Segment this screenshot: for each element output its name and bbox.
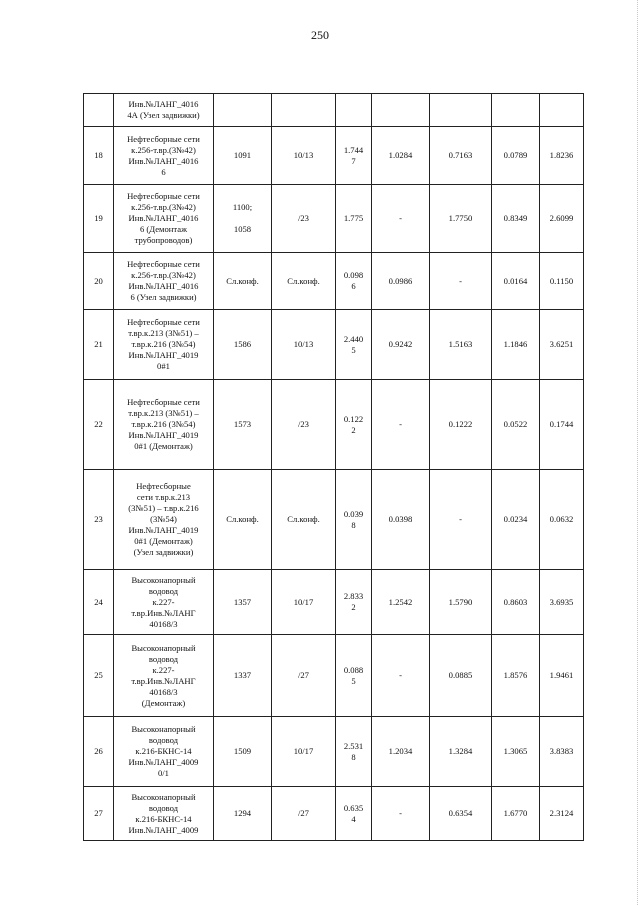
cell-value-sum: 1.8236: [540, 127, 584, 185]
cell-row-number: 19: [84, 185, 114, 253]
cell-length: 1091: [214, 127, 272, 185]
cell-value-total: 0.098 6: [336, 253, 372, 310]
page-number: 250: [311, 28, 329, 42]
cell-value-a: -: [372, 787, 430, 841]
cell-length: 1573: [214, 380, 272, 470]
cell-pipe-type: /27: [272, 635, 336, 717]
cell-length: 1294: [214, 787, 272, 841]
cell-value-total: 0.122 2: [336, 380, 372, 470]
cell-value-a: 0.0398: [372, 470, 430, 570]
cell-value-sum: 0.1150: [540, 253, 584, 310]
cell-value-c: 0.0164: [492, 253, 540, 310]
cell-object-name: Нефтесборные сети т.вр.к.213 (3№51) – т.вр.к.216 (3№54) Инв.№ЛАНГ_4019 0#1 (Демонтаж) (Узел задвижки): [114, 470, 214, 570]
cell-object-name: Нефтесборные сети к.256-т.вр.(3№42) Инв.№ЛАНГ_4016 6: [114, 127, 214, 185]
cell-value-sum: 2.3124: [540, 787, 584, 841]
cell-value-total: 0.635 4: [336, 787, 372, 841]
cell-pipe-type: Сл.конф.: [272, 253, 336, 310]
table-row: [84, 717, 584, 787]
cell-row-number: 22: [84, 380, 114, 470]
cell-value-sum: 3.8383: [540, 717, 584, 787]
cell-value-b: -: [430, 253, 492, 310]
cell-value-a: -: [372, 185, 430, 253]
table-row: [84, 787, 584, 841]
cell-value-c: 0.8349: [492, 185, 540, 253]
cell-value-b: -: [430, 470, 492, 570]
cell-value-a: 1.2542: [372, 570, 430, 635]
cell-value-a: -: [372, 380, 430, 470]
cell-pipe-type: Сл.конф.: [272, 470, 336, 570]
cell-value-sum: 0.0632: [540, 470, 584, 570]
cell-length: Сл.конф.: [214, 253, 272, 310]
cell-object-name: Нефтесборные сети т.вр.к.213 (3№51) – т.вр.к.216 (3№54) Инв.№ЛАНГ_4019 0#1: [114, 310, 214, 380]
cell-row-number: [84, 94, 114, 127]
cell-value-a: 1.2034: [372, 717, 430, 787]
cell-pipe-type: 10/17: [272, 717, 336, 787]
cell-value-sum: 2.6099: [540, 185, 584, 253]
cell-value-total: 2.440 5: [336, 310, 372, 380]
cell-pipe-type: /23: [272, 380, 336, 470]
cell-value-b: 1.5790: [430, 570, 492, 635]
cell-value-c: 0.0789: [492, 127, 540, 185]
cell-value-c: 1.6770: [492, 787, 540, 841]
table-row: [84, 127, 584, 185]
cell-value-b: 1.7750: [430, 185, 492, 253]
cell-length: Сл.конф.: [214, 470, 272, 570]
data-table: [83, 93, 584, 841]
cell-length: 1586: [214, 310, 272, 380]
cell-value-b: 0.0885: [430, 635, 492, 717]
cell-length: 1337: [214, 635, 272, 717]
table-row: [84, 570, 584, 635]
cell-row-number: 26: [84, 717, 114, 787]
cell-value-c: 1.1846: [492, 310, 540, 380]
cell-value-total: [336, 94, 372, 127]
cell-row-number: 18: [84, 127, 114, 185]
cell-value-sum: 3.6935: [540, 570, 584, 635]
cell-value-c: 0.0522: [492, 380, 540, 470]
cell-row-number: 24: [84, 570, 114, 635]
cell-length: 1357: [214, 570, 272, 635]
cell-value-total: 2.531 8: [336, 717, 372, 787]
cell-value-total: 1.744 7: [336, 127, 372, 185]
cell-length: [214, 94, 272, 127]
cell-value-sum: [540, 94, 584, 127]
cell-value-total: 0.088 5: [336, 635, 372, 717]
cell-row-number: 27: [84, 787, 114, 841]
cell-value-a: 0.9242: [372, 310, 430, 380]
cell-value-b: 0.7163: [430, 127, 492, 185]
cell-value-b: 0.1222: [430, 380, 492, 470]
cell-value-sum: 3.6251: [540, 310, 584, 380]
cell-pipe-type: 10/17: [272, 570, 336, 635]
cell-value-total: 2.833 2: [336, 570, 372, 635]
cell-value-a: -: [372, 635, 430, 717]
table-row: [84, 635, 584, 717]
cell-length: 1509: [214, 717, 272, 787]
cell-value-a: [372, 94, 430, 127]
cell-row-number: 23: [84, 470, 114, 570]
cell-value-c: 0.8603: [492, 570, 540, 635]
cell-value-b: 1.5163: [430, 310, 492, 380]
table-row: [84, 185, 584, 253]
cell-pipe-type: 10/13: [272, 310, 336, 380]
cell-value-sum: 0.1744: [540, 380, 584, 470]
table-row: [84, 470, 584, 570]
cell-row-number: 20: [84, 253, 114, 310]
cell-pipe-type: /27: [272, 787, 336, 841]
cell-value-b: 1.3284: [430, 717, 492, 787]
cell-pipe-type: [272, 94, 336, 127]
cell-pipe-type: 10/13: [272, 127, 336, 185]
cell-object-name: Высоконапорный водовод к.227- т.вр.Инв.№ЛАНГ 40168/3 (Демонтаж): [114, 635, 214, 717]
cell-value-total: 1.775: [336, 185, 372, 253]
table-row: [84, 380, 584, 470]
cell-value-c: 1.8576: [492, 635, 540, 717]
cell-length: 1100; 1058: [214, 185, 272, 253]
cell-pipe-type: /23: [272, 185, 336, 253]
table-row: [84, 253, 584, 310]
cell-value-a: 1.0284: [372, 127, 430, 185]
table-row: [84, 310, 584, 380]
scan-edge: [636, 0, 638, 905]
cell-value-c: 0.0234: [492, 470, 540, 570]
cell-value-total: 0.039 8: [336, 470, 372, 570]
cell-value-b: 0.6354: [430, 787, 492, 841]
cell-object-name: Инв.№ЛАНГ_4016 4А (Узел задвижки): [114, 94, 214, 127]
cell-row-number: 25: [84, 635, 114, 717]
cell-value-c: [492, 94, 540, 127]
cell-value-sum: 1.9461: [540, 635, 584, 717]
cell-object-name: Нефтесборные сети т.вр.к.213 (3№51) – т.вр.к.216 (3№54) Инв.№ЛАНГ_4019 0#1 (Демонтаж): [114, 380, 214, 470]
table-row: [84, 94, 584, 127]
cell-row-number: 21: [84, 310, 114, 380]
table-body: [84, 94, 584, 841]
cell-value-b: [430, 94, 492, 127]
cell-value-c: 1.3065: [492, 717, 540, 787]
cell-object-name: Высоконапорный водовод к.216-БКНС-14 Инв.№ЛАНГ_4009 0/1: [114, 717, 214, 787]
cell-value-a: 0.0986: [372, 253, 430, 310]
cell-object-name: Нефтесборные сети к.256-т.вр.(3№42) Инв.№ЛАНГ_4016 6 (Узел задвижки): [114, 253, 214, 310]
cell-object-name: Нефтесборные сети к.256-т.вр.(3№42) Инв.№ЛАНГ_4016 6 (Демонтаж трубопроводов): [114, 185, 214, 253]
cell-object-name: Высоконапорный водовод к.216-БКНС-14 Инв.№ЛАНГ_4009: [114, 787, 214, 841]
cell-object-name: Высоконапорный водовод к.227- т.вр.Инв.№ЛАНГ 40168/3: [114, 570, 214, 635]
